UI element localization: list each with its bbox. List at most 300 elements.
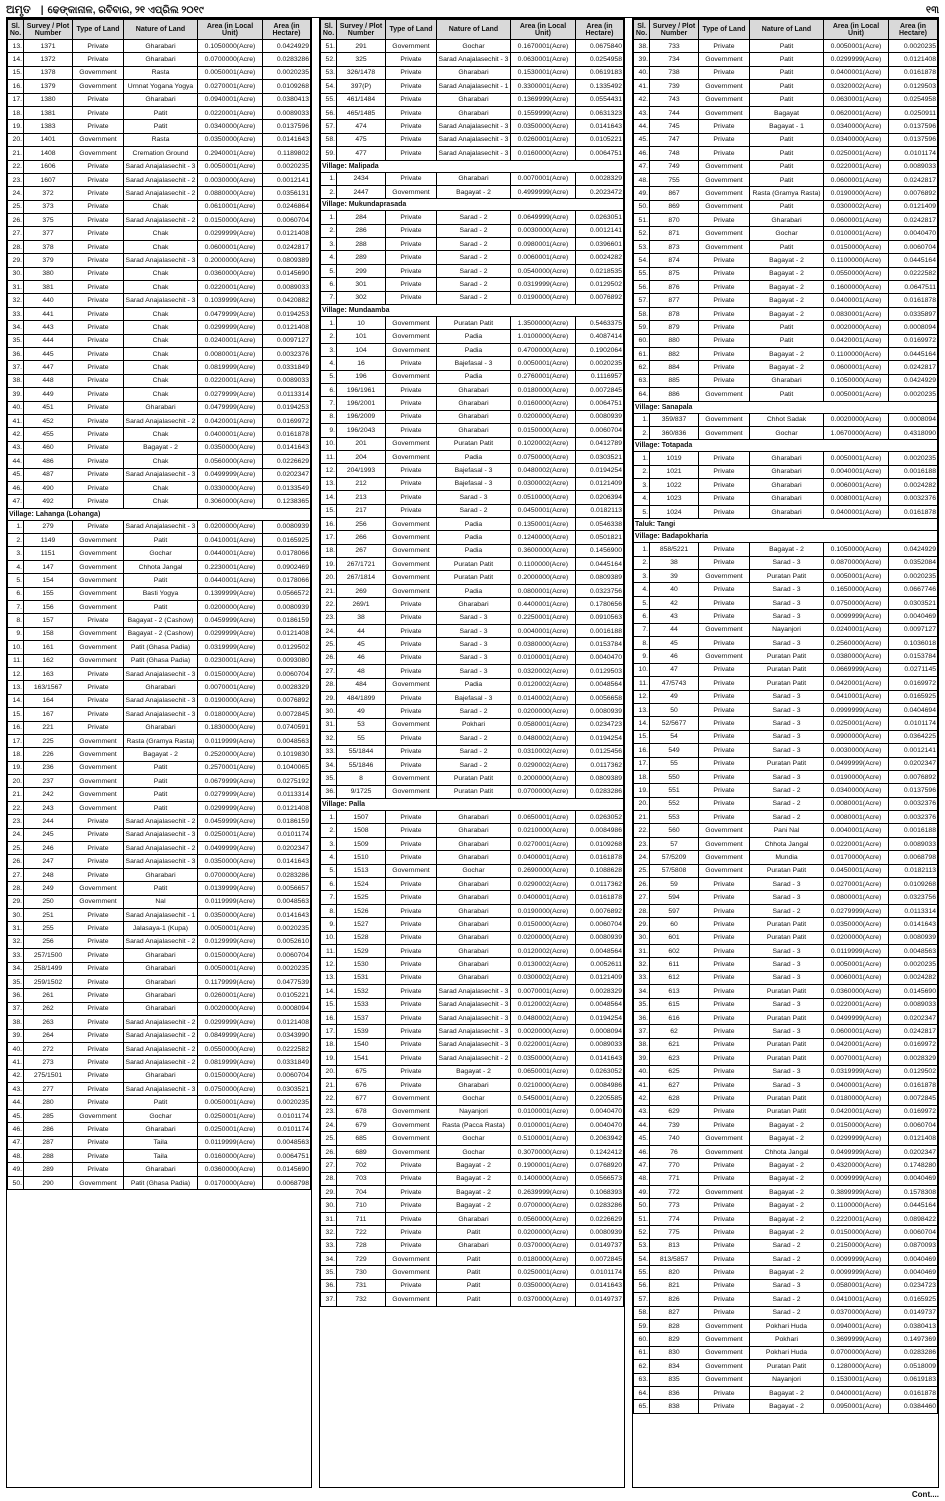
table-cell: 0.0768920 — [576, 1159, 624, 1172]
table-cell: 0.2940001(Acre) — [198, 147, 263, 160]
table-cell: 0.0097127 — [889, 623, 938, 636]
table-cell: 0.0480002(Acre) — [511, 464, 576, 477]
table-cell: 0.0165925 — [889, 1293, 938, 1306]
table-cell: 0.0060704 — [889, 1119, 938, 1132]
table-cell: 43. — [634, 1105, 650, 1118]
table-cell: Bagayat - 2 — [750, 267, 824, 280]
table-row — [8, 828, 311, 841]
table-cell: 42 — [650, 596, 699, 609]
table-cell: 0.1240000(Acre) — [511, 531, 576, 544]
table-cell: 0.0020235 — [263, 922, 311, 935]
table-cell: 264 — [24, 1029, 73, 1042]
table-row — [634, 703, 938, 716]
table-cell: Private — [73, 681, 124, 694]
table-cell: Private — [699, 1293, 750, 1306]
table-cell: 289 — [24, 1163, 73, 1176]
table-cell: Government — [73, 560, 124, 573]
table-cell: 492 — [24, 495, 73, 508]
table-cell: 23. — [321, 1105, 337, 1118]
table-cell: 62 — [650, 1025, 699, 1038]
table-row — [321, 383, 624, 396]
table-row — [321, 625, 624, 638]
table-cell: 17. — [8, 734, 24, 747]
table-row — [634, 267, 938, 280]
table-cell: 0.0620001(Acre) — [824, 106, 889, 119]
table-cell: Private — [386, 106, 437, 119]
table-cell: Private — [386, 278, 437, 291]
table-cell: 0.1036018 — [889, 637, 938, 650]
table-row — [321, 80, 624, 93]
table-cell: 722 — [337, 1226, 386, 1239]
table-cell: 0.0050001(Acre) — [824, 40, 889, 53]
table-cell: Bagayat - 2 — [750, 281, 824, 294]
table-cell: Puratan Patit — [750, 1038, 824, 1051]
table-cell: 704 — [337, 1186, 386, 1199]
village-heading — [8, 508, 311, 520]
table-cell: Private — [73, 53, 124, 66]
table-row — [321, 918, 624, 931]
table-cell: 167 — [24, 708, 73, 721]
table-row — [321, 1105, 624, 1118]
table-cell: Chak — [124, 388, 198, 401]
table-cell: 0.0424929 — [889, 374, 938, 387]
table-row — [8, 294, 311, 307]
table-cell: Sarad - 3 — [437, 665, 511, 678]
table-row — [8, 909, 311, 922]
table-cell: 0.0380413 — [889, 1319, 938, 1332]
table-cell: 0.0370000(Acre) — [511, 1239, 576, 1252]
table-cell: 0.0350000(Acre) — [511, 120, 576, 133]
table-cell: 0.0032376 — [889, 492, 938, 505]
table-cell: Private — [73, 468, 124, 481]
table-row — [8, 641, 311, 654]
table-cell: 15. — [321, 998, 337, 1011]
table-cell: 1530 — [337, 958, 386, 971]
table-row — [321, 851, 624, 864]
table-cell: Government — [699, 240, 750, 253]
table-cell: Patit — [750, 200, 824, 213]
table-cell: 0.0072845 — [263, 708, 311, 721]
table-cell: 0.0089033 — [889, 998, 938, 1011]
table-cell: Rasta (Pacca Rasta) — [437, 1119, 511, 1132]
table-cell: 0.2023472 — [576, 185, 624, 198]
table-cell: Gharabari — [124, 53, 198, 66]
table-cell: 0.0279999(Acre) — [198, 788, 263, 801]
table-cell: 0.0566573 — [576, 1172, 624, 1185]
table-row — [321, 1145, 624, 1158]
table-row — [634, 187, 938, 200]
table-cell: 257/1500 — [24, 949, 73, 962]
table-cell: 32. — [634, 958, 650, 971]
table-cell: Sarad Anajalasechit - 3 — [437, 120, 511, 133]
table-cell: 36. — [321, 785, 337, 798]
table-cell: 440 — [24, 294, 73, 307]
table-cell: 0.3300001(Acre) — [511, 80, 576, 93]
table-cell: 3. — [321, 238, 337, 251]
table-cell: 57. — [321, 120, 337, 133]
table-cell: 0.0161878 — [889, 66, 938, 79]
table-cell: 0.0440001(Acre) — [198, 547, 263, 560]
table-cell: 397(P) — [337, 80, 386, 93]
table-cell: Sarad - 2 — [437, 264, 511, 277]
table-cell: Private — [699, 254, 750, 267]
table-cell: 45. — [634, 1132, 650, 1145]
table-cell: 0.0121408 — [263, 321, 311, 334]
table-cell: 0.1399999(Acre) — [198, 587, 263, 600]
table-cell: 380 — [24, 267, 73, 280]
table-cell: 59. — [321, 147, 337, 160]
table-cell: 157 — [24, 614, 73, 627]
table-row — [8, 868, 311, 881]
table-cell: Taila — [124, 1150, 198, 1163]
table-cell: Government — [73, 641, 124, 654]
table-cell: Private — [73, 200, 124, 213]
table-cell: 53. — [321, 66, 337, 79]
table-cell: Private — [699, 1172, 750, 1185]
table-cell: 0.0242817 — [889, 361, 938, 374]
table-cell: Bagayat - 2 — [750, 1119, 824, 1132]
table-cell: 0.0119999(Acre) — [198, 895, 263, 908]
table-row — [321, 464, 624, 477]
table-cell: Private — [699, 1092, 750, 1105]
table-cell: 44. — [8, 455, 24, 468]
table-cell: 0.0178066 — [263, 574, 311, 587]
table-cell: 1019 — [650, 452, 699, 465]
table-cell: Pokhari Huda — [750, 1346, 824, 1359]
table-cell: Gharabari — [124, 401, 198, 414]
table-cell: 0.2690000(Acre) — [511, 864, 576, 877]
table-row — [321, 891, 624, 904]
table-cell: Private — [699, 321, 750, 334]
table-cell: 878 — [650, 307, 699, 320]
table-cell: 14. — [634, 717, 650, 730]
table-row — [634, 690, 938, 703]
table-cell: 0.0149737 — [576, 1293, 624, 1306]
table-cell: Private — [699, 1038, 750, 1051]
table-row — [634, 1052, 938, 1065]
table-cell: Rasta — [124, 66, 198, 79]
table-cell: 8. — [321, 410, 337, 423]
table-cell: 0.1830000(Acre) — [198, 721, 263, 734]
table-cell: Gharabari — [437, 958, 511, 971]
table-cell: 0.1456900 — [576, 544, 624, 557]
table-cell: 1527 — [337, 918, 386, 931]
table-cell: 0.0459999(Acre) — [198, 815, 263, 828]
table-cell: 0.0800001(Acre) — [511, 584, 576, 597]
table-cell: 1023 — [650, 492, 699, 505]
table-cell: Sarad - 3 — [750, 1279, 824, 1292]
table-cell: 0.0120002(Acre) — [511, 945, 576, 958]
table-cell: Private — [386, 945, 437, 958]
table-cell: 0.0283286 — [576, 785, 624, 798]
table-cell: 0.0060704 — [263, 667, 311, 680]
table-row — [8, 667, 311, 680]
table-cell: Private — [699, 784, 750, 797]
column-header: Type of Land — [386, 20, 437, 40]
table-cell: 0.0070001(Acre) — [198, 681, 263, 694]
table-cell: 689 — [337, 1145, 386, 1158]
table-cell: 1021 — [650, 465, 699, 478]
table-cell: 679 — [337, 1119, 386, 1132]
table-row — [634, 133, 938, 146]
table-cell: 0.0089033 — [889, 837, 938, 850]
table-cell: Sarad Anajalasechit - 2 — [124, 815, 198, 828]
table-cell: 0.0040469 — [889, 610, 938, 623]
table-cell: 0.1116957 — [576, 370, 624, 383]
table-cell: 1529 — [337, 945, 386, 958]
table-cell: 0.1650000(Acre) — [824, 583, 889, 596]
table-cell: 5. — [321, 370, 337, 383]
table-cell: Private — [386, 1279, 437, 1292]
table-cell: 1. — [321, 317, 337, 330]
table-cell: 0.0809389 — [263, 254, 311, 267]
village-heading — [321, 199, 624, 211]
table-cell: Government — [386, 772, 437, 785]
table-cell: 43. — [8, 441, 24, 454]
table-cell: 0.0499999(Acre) — [198, 468, 263, 481]
table-cell: 37. — [8, 361, 24, 374]
table-cell: Government — [699, 413, 750, 426]
table-cell: 1022 — [650, 479, 699, 492]
table-row — [8, 66, 311, 79]
table-cell: Sarad - 2 — [750, 784, 824, 797]
table-cell: 733 — [650, 40, 699, 53]
table-cell: 0.0080939 — [263, 601, 311, 614]
table-row — [634, 891, 938, 904]
table-cell: 0.0303521 — [576, 450, 624, 463]
table-cell: Gharabari — [437, 904, 511, 917]
table-cell: 0.0410001(Acre) — [824, 1293, 889, 1306]
table-cell: Private — [386, 424, 437, 437]
table-cell: 15. — [8, 708, 24, 721]
table-cell: Private — [699, 347, 750, 360]
table-cell: Private — [73, 1029, 124, 1042]
table-cell: Sarad Anajalasechit - 3 — [124, 694, 198, 707]
table-cell: Gharabari — [750, 479, 824, 492]
table-cell: 58. — [634, 1306, 650, 1319]
table-cell: 161 — [24, 641, 73, 654]
table-cell: 0.0350000(Acre) — [511, 1052, 576, 1065]
table-cell: Sarad - 3 — [750, 998, 824, 1011]
table-cell: Gharabari — [124, 949, 198, 962]
table-cell: 0.0200000(Acre) — [198, 520, 263, 533]
table-cell: 255 — [24, 922, 73, 935]
table-row — [634, 1025, 938, 1038]
table-cell: 26. — [8, 855, 24, 868]
table-cell: Government — [386, 517, 437, 530]
table-cell: 879 — [650, 321, 699, 334]
table-row — [321, 1052, 624, 1065]
table-cell: 24. — [634, 851, 650, 864]
table-cell: 876 — [650, 281, 699, 294]
table-cell: 59. — [634, 321, 650, 334]
table-cell: 30. — [8, 909, 24, 922]
table-cell: 0.0202347 — [263, 842, 311, 855]
table-cell: 829 — [650, 1333, 699, 1346]
table-cell: 0.0060704 — [576, 424, 624, 437]
table-row — [8, 495, 311, 508]
table-cell: 28. — [8, 240, 24, 253]
table-cell: 0.0153784 — [576, 638, 624, 651]
table-cell: 0.0340000(Acre) — [824, 120, 889, 133]
table-cell: 1.0670000(Acre) — [824, 426, 889, 439]
table-cell: Private — [386, 1011, 437, 1024]
table-cell: 2. — [321, 824, 337, 837]
table-cell: 0.0560000(Acre) — [198, 455, 263, 468]
table-row — [321, 1092, 624, 1105]
table-cell: 0.0020235 — [889, 958, 938, 971]
table-cell: 0.0119999(Acre) — [198, 1136, 263, 1149]
table-row — [634, 120, 938, 133]
table-cell: 0.0898422 — [889, 1212, 938, 1225]
table-cell: Private — [386, 758, 437, 771]
table-cell: 0.0226629 — [263, 455, 311, 468]
table-row — [321, 120, 624, 133]
table-cell: 0.0129502 — [889, 1065, 938, 1078]
table-cell: 0.0246864 — [263, 200, 311, 213]
table-cell: Sarad - 3 — [750, 730, 824, 743]
table-row — [634, 851, 938, 864]
table-row — [321, 1252, 624, 1265]
table-cell: Private — [699, 120, 750, 133]
table-cell: Private — [386, 1212, 437, 1225]
table-cell: Puratan Patit — [437, 785, 511, 798]
table-cell: 0.0024282 — [889, 479, 938, 492]
table-row — [321, 718, 624, 731]
table-cell: Patit — [750, 173, 824, 186]
table-cell: 0.0109268 — [263, 80, 311, 93]
table-cell: 27. — [8, 868, 24, 881]
table-cell: Private — [699, 1065, 750, 1078]
table-cell: 17. — [8, 93, 24, 106]
table-cell: 0.0161878 — [263, 428, 311, 441]
table-cell: 0.0290002(Acre) — [511, 878, 576, 891]
table-cell: 63. — [634, 1373, 650, 1386]
table-cell: Private — [73, 1163, 124, 1176]
table-cell: Private — [699, 1239, 750, 1252]
table-cell: 0.0169972 — [889, 1105, 938, 1118]
table-row — [634, 945, 938, 958]
table-row — [321, 1199, 624, 1212]
table-cell: 0.0020235 — [889, 388, 938, 401]
table-header — [8, 20, 311, 40]
table-cell: Private — [699, 1105, 750, 1118]
table-cell: Private — [386, 918, 437, 931]
table-row — [321, 330, 624, 343]
table-cell: Private — [386, 985, 437, 998]
table-cell: 882 — [650, 347, 699, 360]
table-cell: Government — [699, 426, 750, 439]
table-cell: 0.0220001(Acre) — [198, 106, 263, 119]
table-cell: 280 — [24, 1096, 73, 1109]
table-cell: 49. — [8, 1163, 24, 1176]
table-cell: Gharabari — [124, 721, 198, 734]
table-cell: Gharabari — [437, 811, 511, 824]
table-header — [634, 20, 938, 40]
table-cell: Government — [699, 80, 750, 93]
table-cell: Government — [699, 650, 750, 663]
table-cell: Sarad Anajalasechit - 3 — [124, 1083, 198, 1096]
table-row — [321, 705, 624, 718]
table-row — [634, 80, 938, 93]
table-cell: 0.0222582 — [263, 1042, 311, 1055]
table-cell: 0.0141643 — [263, 133, 311, 146]
table-cell: 299 — [337, 264, 386, 277]
table-cell: Private — [73, 1123, 124, 1136]
table-row — [634, 677, 938, 690]
table-row — [634, 173, 938, 186]
table-cell: 288 — [337, 238, 386, 251]
table-cell: Sarad - 2 — [750, 904, 824, 917]
table-cell: 2. — [634, 465, 650, 478]
table-cell: 11. — [321, 945, 337, 958]
table-row — [634, 1199, 938, 1212]
table-cell: Sarad - 2 — [750, 1252, 824, 1265]
table-cell: 24. — [321, 1119, 337, 1132]
column-3 — [632, 18, 939, 1488]
table-cell: Private — [386, 1239, 437, 1252]
table-cell: Private — [73, 868, 124, 881]
table-cell: 0.0012141 — [576, 224, 624, 237]
column-header: Nature of Land — [750, 20, 824, 40]
table-cell: Puratan Patit — [750, 677, 824, 690]
table-cell: 884 — [650, 361, 699, 374]
table-cell: 0.0501821 — [576, 531, 624, 544]
table-cell: Bagayat - 1 — [750, 120, 824, 133]
table-cell: 277 — [24, 1083, 73, 1096]
table-cell: Gharabari — [124, 1069, 198, 1082]
table-cell: Private — [73, 455, 124, 468]
table-cell: 0.0080001(Acre) — [824, 797, 889, 810]
table-cell: 0.4700000(Acre) — [511, 343, 576, 356]
table-cell: 0.0093080 — [263, 654, 311, 667]
table-row — [8, 173, 311, 186]
table-cell: 0.1780656 — [576, 598, 624, 611]
table-cell: Rasta (Gramya Rasta) — [750, 187, 824, 200]
table-cell: Government — [73, 882, 124, 895]
table-cell: 0.0400001(Acre) — [824, 1386, 889, 1399]
table-cell: Government — [73, 133, 124, 146]
land-table-1 — [7, 19, 311, 1190]
table-cell: Bagayat - 2 — [750, 1186, 824, 1199]
table-cell: 0.0560000(Acre) — [511, 1212, 576, 1225]
table-cell: 226 — [24, 748, 73, 761]
table-cell: 834 — [650, 1360, 699, 1373]
table-cell: 0.0101174 — [889, 717, 938, 730]
table-cell: 26. — [321, 651, 337, 664]
table-cell: 0.0121408 — [889, 1132, 938, 1145]
table-cell: 0.3070000(Acre) — [511, 1145, 576, 1158]
table-cell: 0.5463375 — [576, 317, 624, 330]
table-cell: 0.1242412 — [576, 1145, 624, 1158]
table-cell: 0.0121409 — [889, 200, 938, 213]
table-cell: 0.1369999(Acre) — [511, 93, 576, 106]
table-cell: Private — [73, 495, 124, 508]
table-cell: 0.0060704 — [576, 918, 624, 931]
table-cell: Sarad Anajalasechit - 3 — [437, 998, 511, 1011]
table-row — [321, 931, 624, 944]
table-cell: 0.0080001(Acre) — [824, 811, 889, 824]
table-cell: 0.0380000(Acre) — [511, 638, 576, 651]
table-cell: 772 — [650, 1186, 699, 1199]
table-cell: Padia — [437, 584, 511, 597]
table-row — [8, 240, 311, 253]
table-cell: 0.0190000(Acre) — [824, 187, 889, 200]
table-cell: 10 — [337, 317, 386, 330]
table-cell: 0.0350000(Acre) — [198, 441, 263, 454]
table-cell: 0.0141643 — [889, 918, 938, 931]
table-cell: Gharabari — [124, 93, 198, 106]
